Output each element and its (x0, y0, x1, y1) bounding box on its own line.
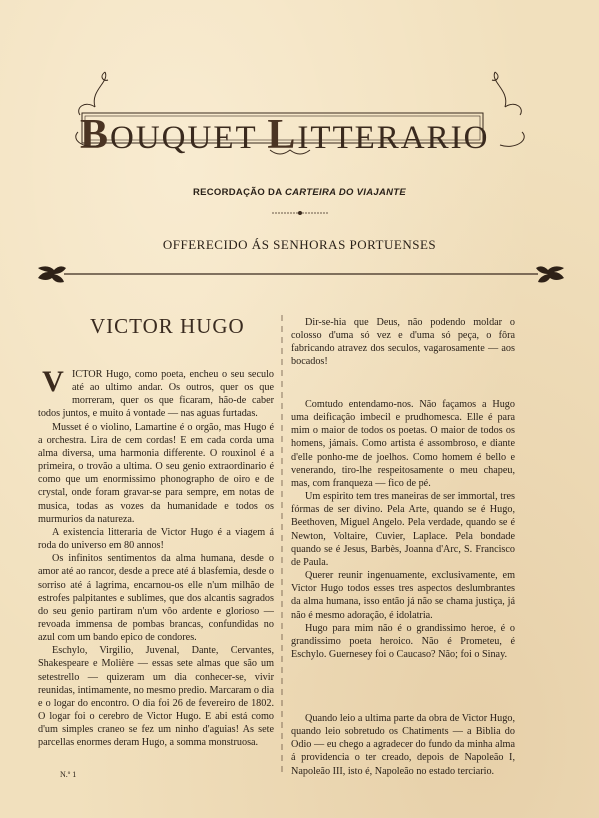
left-column (38, 365, 274, 750)
subtitle-italic: CARTEIRA DO VIAJANTE (284, 187, 407, 198)
right-column-middle (291, 398, 515, 661)
subtitle-prefix: RECORDAÇÃO DA (192, 187, 283, 198)
drop-cap: V (42, 365, 64, 398)
title-initial-l: L (267, 112, 298, 158)
right-column-bottom (291, 712, 515, 778)
small-ornament (270, 208, 330, 218)
paragraph: Querer reunir ingenuamente, exclusivamente, em Victor Hugo todos esses tres aspectos deslumbrantes da alma humana, isso então já não se chama justiça, já não é mesmo adoração, é idolatria. (291, 570, 515, 621)
paragraph: Dir-se-hia que Deus, não podendo moldar o colosso d'uma só vez e d'uma só peça, o fôra fabricando atravez dos seculos, vagarosamente — aos bocados! (291, 317, 515, 368)
column-rule (279, 315, 285, 775)
section-divider (36, 262, 566, 286)
signature-mark: N.º 1 (60, 770, 77, 779)
paragraph: Um espirito tem tres maneiras de ser immortal, tres fórmas de ser divino. Pela Arte, quando se é Hugo, Beethoven, Miguel Angelo. Pela verdade, quando se é Newton, Voltaire, Cuvier, Laplace. Pela bondade quando se é Jesus, Barbès, Joanna d'Arc, S. Francisco de Paula. (291, 491, 515, 568)
subtitle (0, 187, 599, 198)
right-column-top (291, 316, 515, 369)
title-initial-b: B (80, 112, 111, 158)
dedication: OFFERECIDO ÁS SENHORAS PORTUENSES (162, 237, 437, 252)
article-title: VICTOR HUGO (90, 314, 245, 338)
paragraph: VICTOR Hugo, como poeta, encheu o seu seculo até ao ultimo andar. Os outros, quer os que morreram, quer os que ficaram, hão-de caber todos juntos, e muito á vontade — nas aguas furtadas. (38, 365, 274, 420)
title-word-one: OUQUET (110, 120, 258, 156)
masthead-ornament (60, 70, 540, 170)
paragraph: Eschylo, Virgilio, Juvenal, Dante, Cervantes, Shakespeare e Molière — essas sete almas que são um setestrello — quizeram um dia conhecer-se, vivir reunidas, intimamente, no mesmo predio. Marcaram o dia e o logar do encontro. O dia foi 26 de fevereiro de 1802. O logar foi o cerebro de Victor Hugo. E abi está como d'um simples craneo se fez um ninho d'aguias! As sete parcellas enormes deram Hugo, a somma monstruosa. (38, 645, 274, 749)
paragraph: Os infinitos sentimentos da alma humana, desde o amor até ao rancor, desde a prece até á blasfemia, desde o sorriso até á lagrima, encarnou-os elle n'um milhão de estrofes palpitantes e sublimes, que dos alcantis sagrados do seu genio partiram n'um vôo ardente e glorioso — revoada immensa de pombas brancas, confundidas no azul com um bando epico de condores. (38, 553, 274, 644)
paragraph: Quando leio a ultima parte da obra de Victor Hugo, quando leio sobretudo os Chatiments — a Biblia do Odio — eu chego a agradecer do fundo da minha alma á providencia o ter creado, depois de Napoleão I, Napoleão III, isto é, Napoleão no estado terciario. (291, 713, 515, 777)
title-word-two: ITTERARIO (297, 120, 490, 156)
paragraph: Comtudo entendamo-nos. Não façamos a Hugo uma deificação imbecil e prudhomesca. Elle é para mim o maior de todos os poetas. O maior de todos os homens, jámais. Como artista é assombroso, e diante d'elle ponho-me de joelhos. Como homem é bello e venerando, tiro-lhe respeitosamente o meu chapeu, mas, com franqueza — fico de pé. (291, 399, 515, 489)
paragraph: Hugo para mim não é o grandissimo heroe, é o grandissimo poeta heroico. Não é Prometeu, é Eschylo. Guernesey foi o Caucaso? Não; foi o Sinay. (291, 622, 515, 660)
paragraph: A existencia litteraria de Victor Hugo é a viagem á roda do universo em 80 annos! (38, 526, 274, 552)
paragraph: Musset é o violino, Lamartine é o orgão, mas Hugo é a orchestra. Lira de cem cordas! E em cada corda uma alma diversa, uma harmonia differente. O rouxinol é a primeira, o trovão a ultima. O seu genio extraordinario é como que um enormissimo phonographo de oiro e de crystal, onde foram gravar-se para sempre, em notas de musica, todas as vozes da humanidade e todos os murmurios da natureza. (38, 421, 274, 525)
